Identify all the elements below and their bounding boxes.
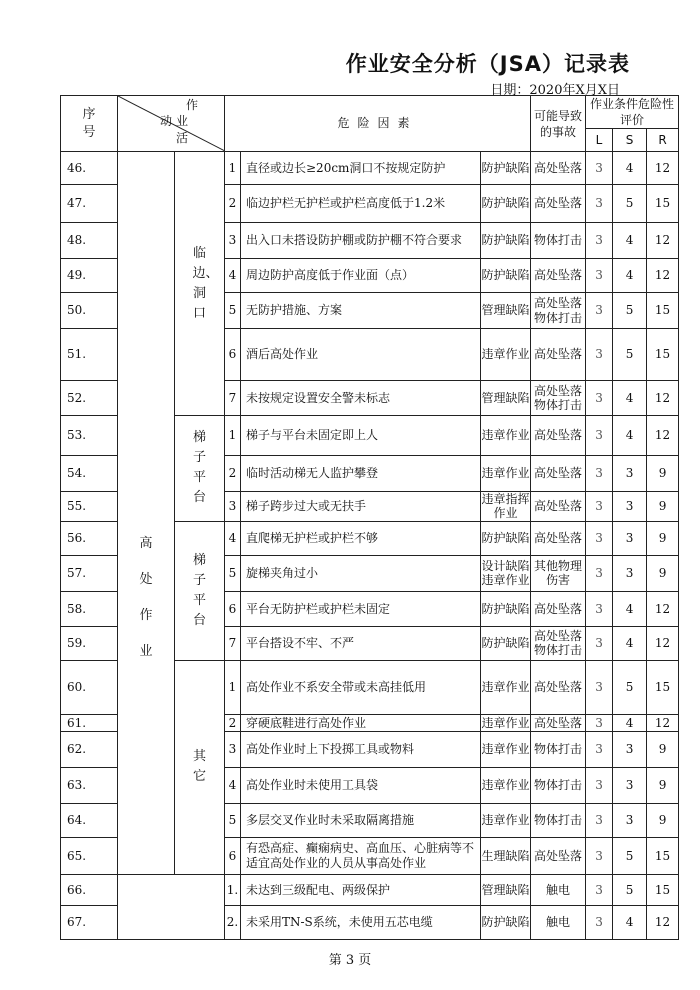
row-hazard: 高处作业时未使用工具袋 bbox=[241, 767, 481, 803]
row-cause: 违章作业 bbox=[481, 329, 531, 381]
row-S: 4 bbox=[613, 223, 647, 259]
row-S: 5 bbox=[613, 660, 647, 714]
row-accident: 物体打击 bbox=[531, 767, 586, 803]
row-accident: 高处坠落 bbox=[531, 714, 586, 731]
row-accident: 高处坠落 bbox=[531, 329, 586, 381]
row-ref-number: 61. bbox=[61, 714, 118, 731]
row-cause: 违章指挥 作业 bbox=[481, 492, 530, 521]
row-S: 4 bbox=[613, 152, 647, 185]
group-sub-activity bbox=[175, 660, 225, 874]
row-accident: 高处坠落 bbox=[531, 492, 586, 522]
row-ref-number: 54. bbox=[61, 456, 118, 492]
row-R: 9 bbox=[647, 492, 679, 522]
row-hazard: 未按规定设置安全警未标志 bbox=[241, 381, 481, 416]
row-R: 15 bbox=[647, 329, 679, 381]
row-cause: 违章作业 bbox=[481, 715, 530, 730]
row-S: 4 bbox=[613, 416, 647, 456]
header-S: S bbox=[613, 129, 647, 152]
row-L: 3 bbox=[586, 905, 613, 939]
row-L: 3 bbox=[586, 329, 613, 381]
row-item-number: 5 bbox=[225, 555, 241, 591]
row-S: 4 bbox=[613, 591, 647, 626]
activity-char-4: 活 bbox=[176, 131, 189, 145]
row-ref-number: 46. bbox=[61, 152, 118, 185]
row-S: 4 bbox=[613, 381, 647, 416]
header-risk-eval: 作业条件危险性评价 bbox=[586, 96, 679, 129]
row-hazard: 梯子跨步过大或无扶手 bbox=[241, 492, 481, 522]
row-cause: 违章作业 bbox=[481, 416, 531, 456]
row-ref-number: 66. bbox=[61, 874, 118, 905]
row-item-number: 3 bbox=[225, 223, 241, 259]
row-S: 5 bbox=[613, 329, 647, 381]
row-cause: 防护缺陷 bbox=[481, 591, 531, 626]
row-hazard: 未采用TN-S系统，未使用五芯电缆 bbox=[241, 905, 481, 939]
row-ref-number: 52. bbox=[61, 381, 118, 416]
row-R: 15 bbox=[647, 660, 679, 714]
row-item-number: 2 bbox=[225, 714, 241, 731]
row-L: 3 bbox=[586, 803, 613, 837]
row-hazard: 高处作业不系安全带或未高挂低用 bbox=[241, 660, 481, 714]
row-item-number: 1 bbox=[225, 660, 241, 714]
row-item-number: 5 bbox=[225, 803, 241, 837]
row-item-number: 3 bbox=[225, 731, 241, 767]
table-row bbox=[61, 874, 679, 905]
row-accident: 高处坠落 bbox=[531, 660, 586, 714]
row-R: 9 bbox=[647, 555, 679, 591]
row-ref-number: 47. bbox=[61, 185, 118, 223]
header-R: R bbox=[647, 129, 679, 152]
row-accident: 触电 bbox=[531, 905, 586, 939]
row-ref-number: 64. bbox=[61, 803, 118, 837]
row-ref-number: 67. bbox=[61, 905, 118, 939]
group-sub-label: 梯子平台 bbox=[192, 552, 206, 628]
row-S: 5 bbox=[613, 293, 647, 329]
group-sub-activity bbox=[175, 416, 225, 522]
row-hazard: 直爬梯无护栏或护栏不够 bbox=[241, 521, 481, 555]
row-R: 12 bbox=[647, 259, 679, 293]
row-item-number: 4 bbox=[225, 767, 241, 803]
row-ref-number: 50. bbox=[61, 293, 118, 329]
group-main-activity bbox=[118, 152, 175, 875]
page-title: 作业安全分析（JSA）记录表 bbox=[345, 52, 630, 76]
row-cause: 防护缺陷 bbox=[481, 626, 531, 660]
row-item-number: 6 bbox=[225, 329, 241, 381]
row-hazard: 梯子与平台未固定即上人 bbox=[241, 416, 481, 456]
row-hazard: 高处作业时上下投掷工具或物料 bbox=[241, 731, 481, 767]
group-sub-label: 梯子平台 bbox=[192, 430, 206, 506]
row-R: 12 bbox=[647, 152, 679, 185]
header-hazard: 危险因素 bbox=[225, 96, 531, 152]
row-S: 3 bbox=[613, 731, 647, 767]
row-item-number: 2. bbox=[225, 905, 241, 939]
row-cause: 防护缺陷 bbox=[481, 521, 531, 555]
row-hazard: 有恐高症、癫痫病史、高血压、心脏病等不适宜高处作业的人员从事高处作业 bbox=[241, 837, 481, 874]
row-R: 12 bbox=[647, 381, 679, 416]
row-item-number: 6 bbox=[225, 591, 241, 626]
row-S: 3 bbox=[613, 521, 647, 555]
row-R: 12 bbox=[647, 591, 679, 626]
row-L: 3 bbox=[586, 152, 613, 185]
row-R: 9 bbox=[647, 803, 679, 837]
row-cause: 违章作业 bbox=[481, 731, 531, 767]
row-R: 12 bbox=[647, 626, 679, 660]
row-item-number: 2 bbox=[225, 456, 241, 492]
row-cause: 违章作业 bbox=[481, 456, 531, 492]
row-L: 3 bbox=[586, 259, 613, 293]
row-cause: 违章作业 bbox=[481, 767, 531, 803]
row-cause: 设计缺陷 违章作业 bbox=[481, 555, 531, 591]
record-date: 日期：2020年X月X日 bbox=[490, 83, 620, 98]
row-R: 12 bbox=[647, 416, 679, 456]
row-cause: 防护缺陷 bbox=[481, 152, 531, 185]
row-L: 3 bbox=[586, 416, 613, 456]
row-accident: 其他物理 伤害 bbox=[531, 555, 586, 591]
row-item-number: 7 bbox=[225, 626, 241, 660]
row-cause: 管理缺陷 bbox=[481, 381, 531, 416]
row-L: 3 bbox=[586, 626, 613, 660]
row-ref-number: 58. bbox=[61, 591, 118, 626]
row-hazard: 旋梯夹角过小 bbox=[241, 555, 481, 591]
row-cause: 防护缺陷 bbox=[481, 905, 531, 939]
row-item-number: 1. bbox=[225, 874, 241, 905]
row-accident: 高处坠落 物体打击 bbox=[531, 381, 586, 416]
row-S: 4 bbox=[613, 626, 647, 660]
group-main-label: 高处作业 bbox=[139, 535, 153, 659]
row-L: 3 bbox=[586, 521, 613, 555]
row-accident: 高处坠落 bbox=[531, 152, 586, 185]
row-accident: 高处坠落 bbox=[531, 259, 586, 293]
row-ref-number: 57. bbox=[61, 555, 118, 591]
row-L: 3 bbox=[586, 767, 613, 803]
row-cause: 违章作业 bbox=[481, 803, 531, 837]
group-empty-activity bbox=[118, 874, 225, 939]
row-hazard: 多层交叉作业时未采取隔离措施 bbox=[241, 803, 481, 837]
row-hazard: 未达到三级配电、两级保护 bbox=[241, 874, 481, 905]
row-cause: 违章作业 bbox=[481, 660, 531, 714]
row-item-number: 4 bbox=[225, 521, 241, 555]
header-L: L bbox=[586, 129, 613, 152]
row-R: 9 bbox=[647, 521, 679, 555]
row-accident: 物体打击 bbox=[531, 731, 586, 767]
row-item-number: 3 bbox=[225, 492, 241, 522]
row-ref-number: 63. bbox=[61, 767, 118, 803]
row-R: 12 bbox=[647, 714, 679, 731]
row-L: 3 bbox=[586, 660, 613, 714]
jsa-table bbox=[60, 95, 679, 940]
row-S: 4 bbox=[613, 259, 647, 293]
row-accident: 高处坠落 物体打击 bbox=[531, 626, 586, 660]
header-row bbox=[61, 96, 679, 129]
activity-char-1: 作 bbox=[186, 98, 199, 112]
row-S: 3 bbox=[613, 456, 647, 492]
row-L: 3 bbox=[586, 293, 613, 329]
group-sub-label: 临边、洞口 bbox=[192, 245, 219, 321]
row-cause: 防护缺陷 bbox=[481, 223, 531, 259]
row-accident: 触电 bbox=[531, 874, 586, 905]
row-accident: 高处坠落 bbox=[531, 456, 586, 492]
row-item-number: 2 bbox=[225, 185, 241, 223]
row-item-number: 4 bbox=[225, 259, 241, 293]
row-L: 3 bbox=[586, 555, 613, 591]
row-S: 5 bbox=[613, 837, 647, 874]
row-accident: 高处坠落 bbox=[531, 185, 586, 223]
row-ref-number: 60. bbox=[61, 660, 118, 714]
row-R: 15 bbox=[647, 837, 679, 874]
group-sub-activity bbox=[175, 152, 225, 416]
row-item-number: 1 bbox=[225, 152, 241, 185]
row-cause: 管理缺陷 bbox=[481, 293, 531, 329]
group-sub-label: 其它 bbox=[192, 749, 206, 785]
header-accident: 可能导致的事故 bbox=[531, 96, 586, 152]
row-item-number: 1 bbox=[225, 416, 241, 456]
row-R: 15 bbox=[647, 185, 679, 223]
row-L: 3 bbox=[586, 456, 613, 492]
table-row bbox=[61, 152, 679, 185]
row-L: 3 bbox=[586, 837, 613, 874]
row-S: 3 bbox=[613, 492, 647, 522]
row-L: 3 bbox=[586, 874, 613, 905]
row-R: 9 bbox=[647, 731, 679, 767]
row-accident: 高处坠落 bbox=[531, 837, 586, 874]
row-hazard: 穿硬底鞋进行高处作业 bbox=[241, 714, 481, 731]
row-L: 3 bbox=[586, 492, 613, 522]
row-ref-number: 55. bbox=[61, 492, 118, 522]
row-accident: 物体打击 bbox=[531, 223, 586, 259]
row-R: 15 bbox=[647, 293, 679, 329]
row-R: 15 bbox=[647, 874, 679, 905]
row-cause: 管理缺陷 bbox=[481, 874, 531, 905]
activity-char-2: 动 bbox=[160, 114, 173, 128]
row-accident: 高处坠落 物体打击 bbox=[531, 293, 586, 329]
row-hazard: 平台搭设不牢、不严 bbox=[241, 626, 481, 660]
row-accident: 高处坠落 bbox=[531, 416, 586, 456]
row-S: 3 bbox=[613, 767, 647, 803]
row-S: 4 bbox=[613, 714, 647, 731]
row-L: 3 bbox=[586, 223, 613, 259]
row-cause: 防护缺陷 bbox=[481, 259, 531, 293]
row-L: 3 bbox=[586, 714, 613, 731]
row-R: 12 bbox=[647, 223, 679, 259]
row-S: 5 bbox=[613, 874, 647, 905]
row-hazard: 直径或边长≥20cm洞口不按规定防护 bbox=[241, 152, 481, 185]
row-S: 3 bbox=[613, 555, 647, 591]
row-R: 12 bbox=[647, 905, 679, 939]
row-ref-number: 59. bbox=[61, 626, 118, 660]
header-seq: 序号 bbox=[61, 96, 118, 152]
row-L: 3 bbox=[586, 591, 613, 626]
row-S: 3 bbox=[613, 803, 647, 837]
row-ref-number: 53. bbox=[61, 416, 118, 456]
row-item-number: 5 bbox=[225, 293, 241, 329]
row-S: 4 bbox=[613, 905, 647, 939]
row-accident: 高处坠落 bbox=[531, 591, 586, 626]
page-footer: 第 3 页 bbox=[328, 953, 372, 968]
row-R: 9 bbox=[647, 456, 679, 492]
row-cause: 防护缺陷 bbox=[481, 185, 531, 223]
row-hazard: 酒后高处作业 bbox=[241, 329, 481, 381]
row-hazard: 平台无防护栏或护栏未固定 bbox=[241, 591, 481, 626]
row-ref-number: 62. bbox=[61, 731, 118, 767]
row-S: 5 bbox=[613, 185, 647, 223]
row-R: 9 bbox=[647, 767, 679, 803]
row-accident: 物体打击 bbox=[531, 803, 586, 837]
row-hazard: 无防护措施、方案 bbox=[241, 293, 481, 329]
row-accident: 高处坠落 bbox=[531, 521, 586, 555]
row-L: 3 bbox=[586, 185, 613, 223]
row-hazard: 出入口未搭设防护棚或防护棚不符合要求 bbox=[241, 223, 481, 259]
row-hazard: 临时活动梯无人监护攀登 bbox=[241, 456, 481, 492]
row-hazard: 临边护栏无护栏或护栏高度低于1.2米 bbox=[241, 185, 481, 223]
row-ref-number: 51. bbox=[61, 329, 118, 381]
activity-char-3: 业 bbox=[176, 114, 189, 128]
group-sub-activity bbox=[175, 521, 225, 660]
header-activity bbox=[118, 96, 225, 152]
row-item-number: 7 bbox=[225, 381, 241, 416]
row-L: 3 bbox=[586, 731, 613, 767]
row-ref-number: 48. bbox=[61, 223, 118, 259]
row-item-number: 6 bbox=[225, 837, 241, 874]
row-L: 3 bbox=[586, 381, 613, 416]
row-ref-number: 56. bbox=[61, 521, 118, 555]
row-cause: 生理缺陷 bbox=[481, 837, 531, 874]
row-hazard: 周边防护高度低于作业面（点） bbox=[241, 259, 481, 293]
row-ref-number: 65. bbox=[61, 837, 118, 874]
row-ref-number: 49. bbox=[61, 259, 118, 293]
